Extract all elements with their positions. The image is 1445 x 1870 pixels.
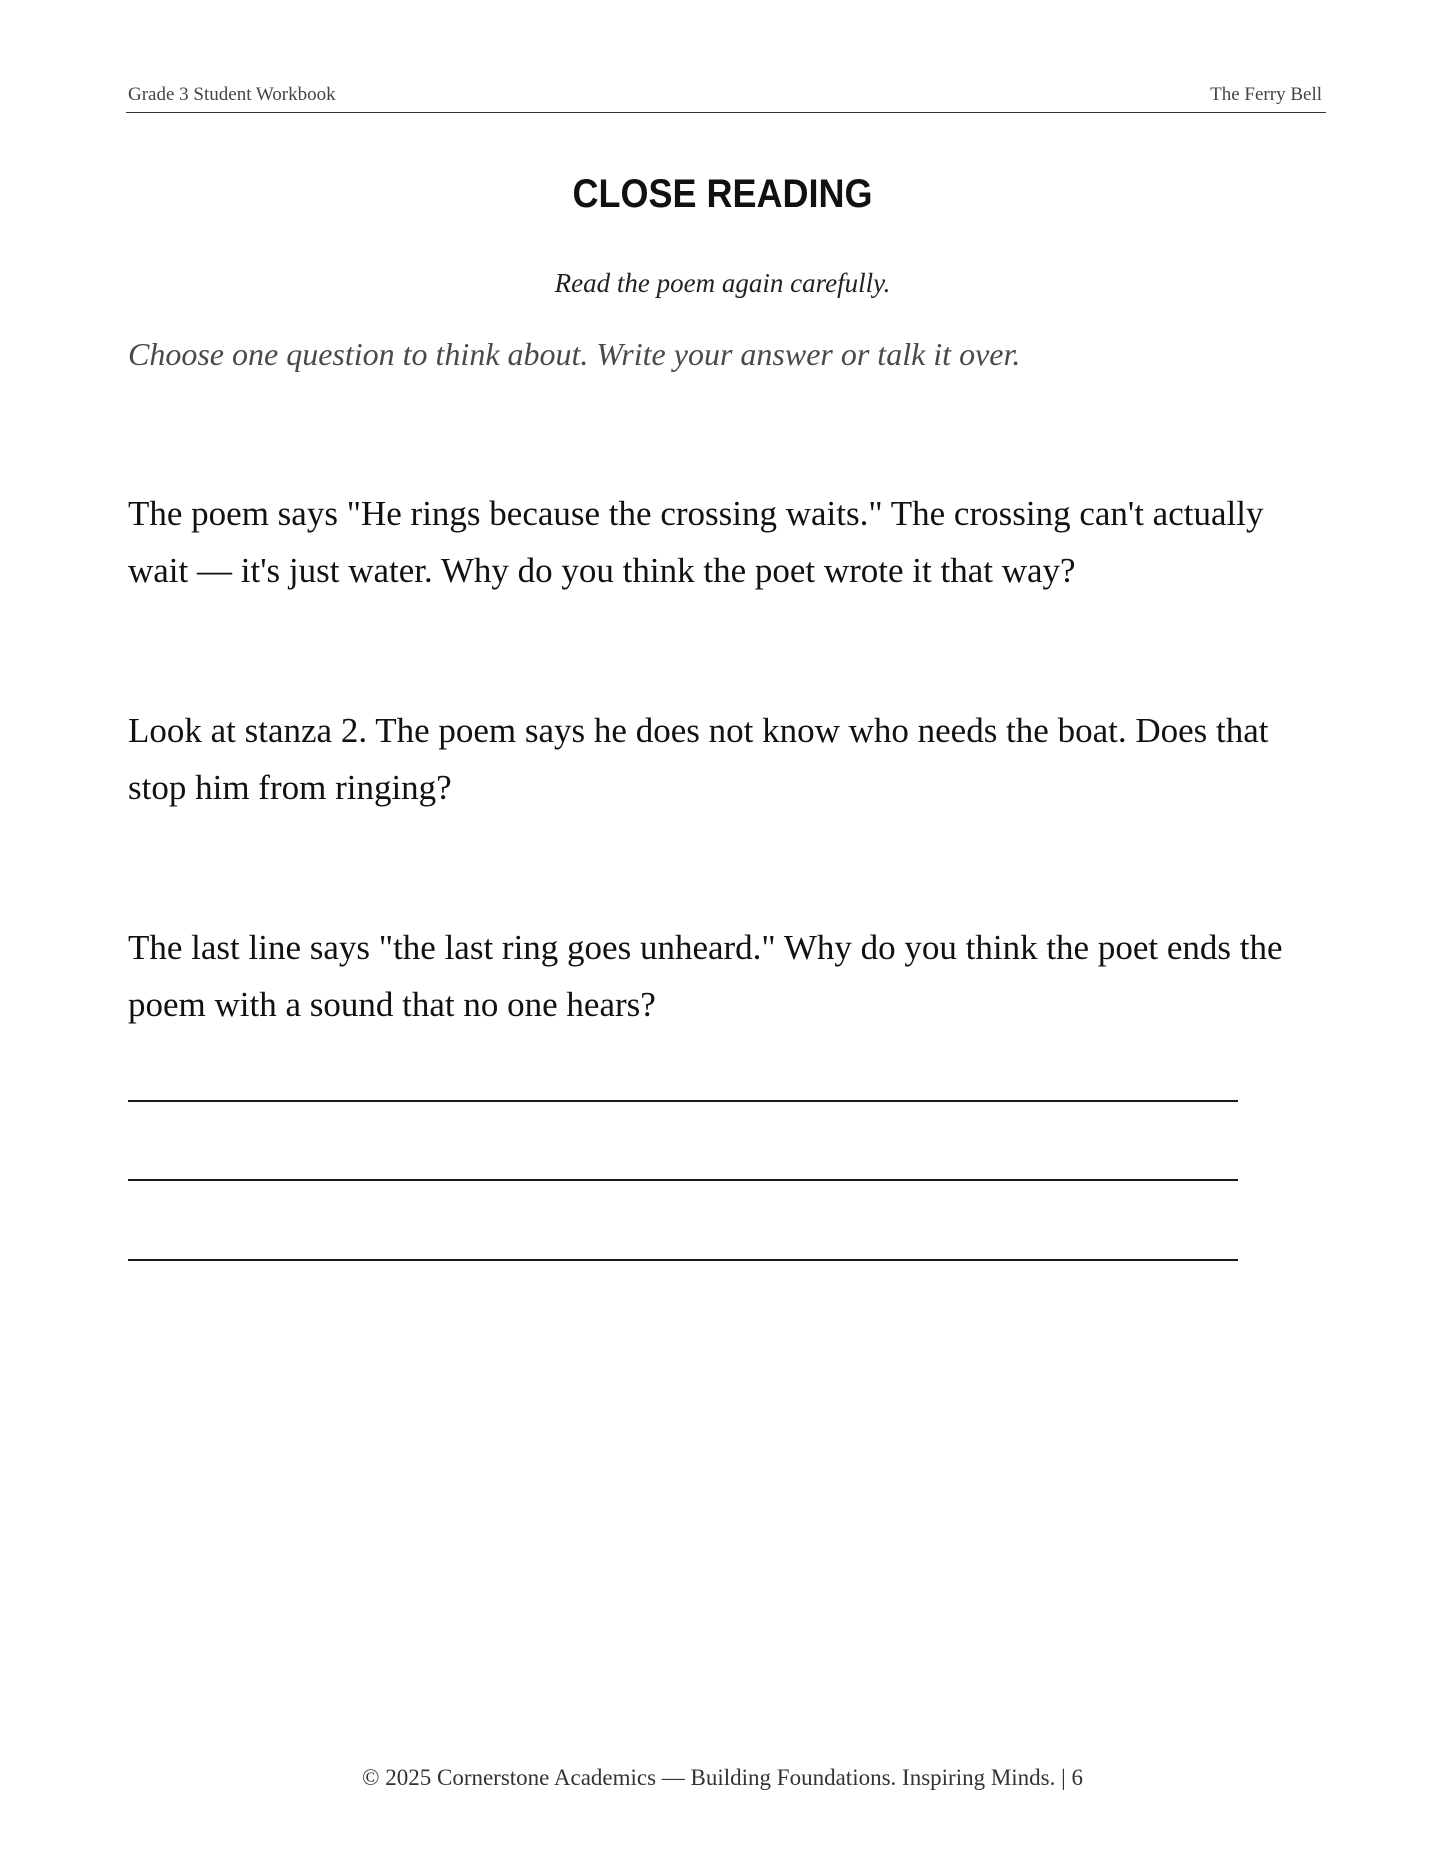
page-header xyxy=(126,84,1326,113)
poem-title-label: The Ferry Bell xyxy=(1210,84,1322,105)
question-3: The last line says "the last ring goes unheard." Why do you think the poet ends the poem with a sound that no one hears? xyxy=(128,928,1283,1024)
instruction-text: Choose one question to think about. Write your answer or talk it over. xyxy=(128,336,1021,372)
answer-line-2[interactable] xyxy=(128,1179,1238,1181)
subtitle: Read the poem again carefully. xyxy=(554,268,891,298)
workbook-label: Grade 3 Student Workbook xyxy=(128,84,336,105)
answer-line-3[interactable] xyxy=(128,1259,1238,1261)
question-2: Look at stanza 2. The poem says he does not know who needs the boat. Does that stop him from ringing? xyxy=(128,711,1269,807)
page-footer: © 2025 Cornerstone Academics — Building Foundations. Inspiring Minds. | 6 xyxy=(362,1765,1083,1790)
page-title: CLOSE READING xyxy=(572,172,873,216)
question-1: The poem says "He rings because the crossing waits." The crossing can't actually wait — it's just water. Why do you think the poet wrote it that way? xyxy=(128,494,1264,590)
answer-line-1[interactable] xyxy=(128,1100,1238,1102)
